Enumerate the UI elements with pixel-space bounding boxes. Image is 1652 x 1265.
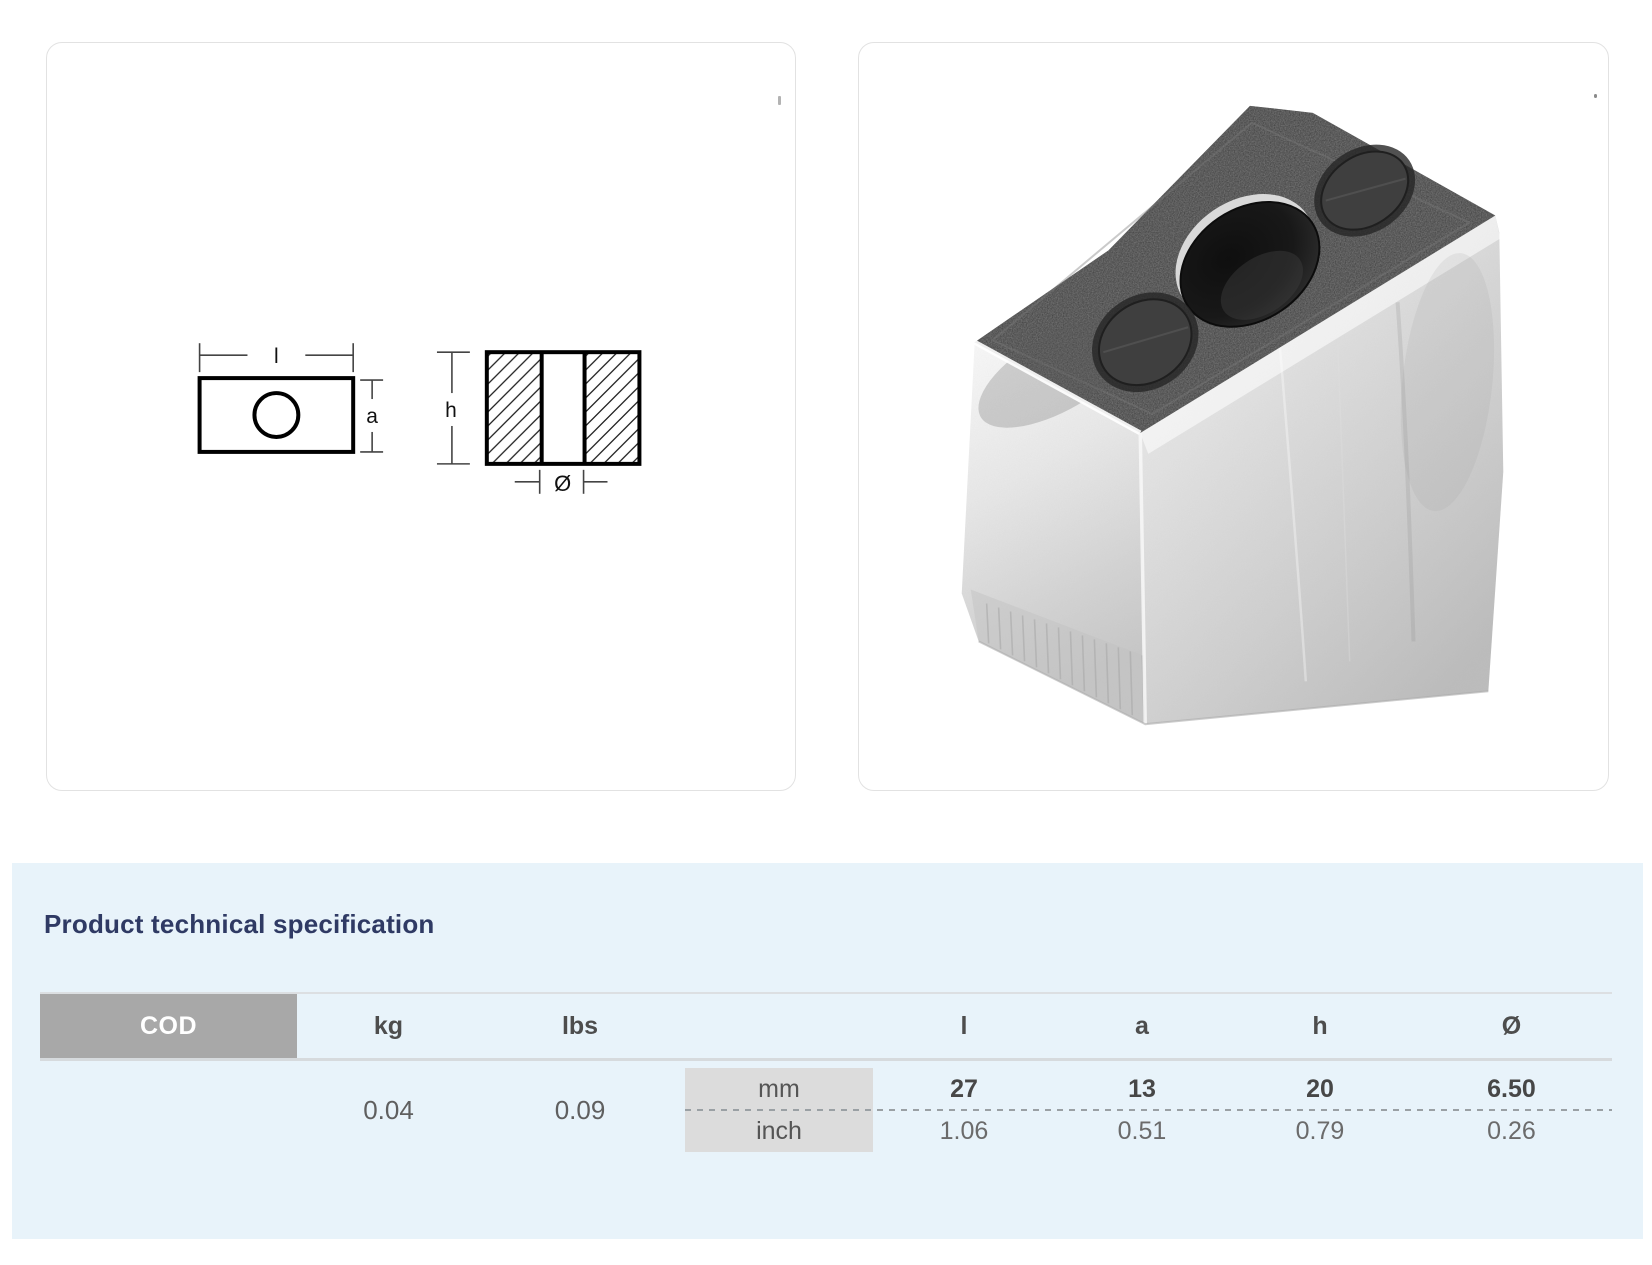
product-photo-panel: [858, 42, 1609, 791]
header-cod: COD: [40, 994, 297, 1058]
value-diameter-inch: 0.26: [1487, 1116, 1536, 1145]
hatch-right: [585, 352, 640, 464]
dimension-a-label: a: [366, 404, 378, 428]
header-lbs: lbs: [561, 1011, 599, 1040]
spec-title: Product technical specification: [44, 909, 435, 939]
section-view: [437, 352, 639, 496]
value-h-inch: 0.79: [1295, 1116, 1345, 1145]
hole-circle: [254, 393, 298, 437]
cell-kg: 0.04: [363, 1094, 414, 1125]
header-diameter: Ø: [1501, 1011, 1522, 1040]
value-l-inch: 1.06: [939, 1116, 989, 1145]
header-a: a: [1135, 1011, 1149, 1040]
dimension-h-label: h: [445, 398, 457, 422]
product-photo-svg: [859, 43, 1608, 790]
technical-drawing-panel: [46, 42, 796, 791]
artifact-mark: [778, 96, 781, 105]
value-a-inch: 0.51: [1117, 1116, 1167, 1145]
artifact-mark: [1594, 94, 1597, 98]
header-unit-spacer: [685, 994, 873, 1058]
header-kg: kg: [373, 1011, 404, 1040]
hatch-left: [487, 352, 542, 464]
header-l: l: [960, 1011, 968, 1040]
spec-table-header: [40, 992, 1612, 1061]
technical-drawing-svg: [47, 43, 795, 790]
dimension-l-label: l: [274, 345, 279, 369]
front-view: [200, 343, 384, 452]
cell-lbs: 0.09: [554, 1094, 606, 1125]
mm-inch-divider: [685, 1109, 1612, 1111]
value-h-mm: 20: [1306, 1074, 1334, 1103]
cell-cod: [40, 1068, 297, 1152]
unit-inch: inch: [756, 1116, 802, 1145]
header-h: h: [1312, 1011, 1328, 1040]
dimension-diameter-label: Ø: [554, 470, 572, 496]
value-a-mm: 13: [1128, 1074, 1156, 1103]
unit-mm: mm: [758, 1074, 800, 1103]
value-diameter-mm: 6.50: [1487, 1074, 1536, 1103]
spec-section: [12, 863, 1643, 1239]
value-l-mm: 27: [950, 1074, 978, 1103]
anode-block: [962, 106, 1506, 724]
